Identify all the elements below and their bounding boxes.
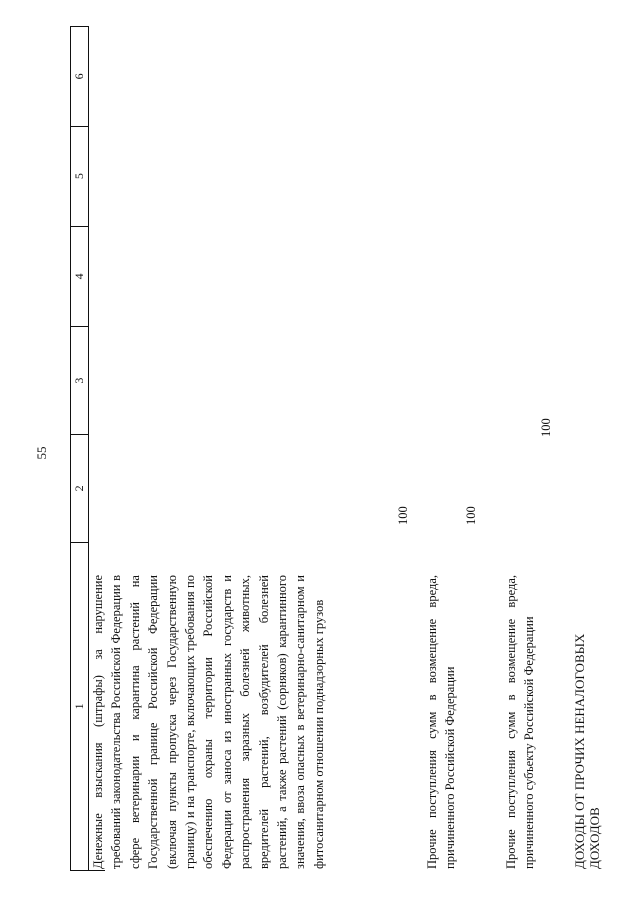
- header-col-3: 3: [71, 326, 88, 434]
- header-col-5: 5: [71, 126, 88, 226]
- table-row-1-col-2: 100: [396, 506, 410, 525]
- table-row-3-col-3: 100: [539, 418, 553, 437]
- header-col-4: 4: [71, 226, 88, 327]
- table-row-2-description: Прочие поступления сумм в возмещение вреда, причиненного Российской Федерации: [425, 575, 458, 869]
- table-header-row: [70, 26, 89, 871]
- table-row-1-description: Денежные взыскания (штрафы) за нарушение требований законодательства Российской Федерации в сфере ветеринарии и карантина растений на Государственной границе Российской Федерации (включая пункты пропуска через Государственную границу) и на транспорте, включающих требования по обеспечению охраны территории Российской Федерации от заноса из иностранных государств и распространения заразных болезней животных, вредителей растений, возбудителей болезней растений, а также растений (сорняков) карантинного значения, ввоза опасных в ветеринарно-санитарном и фитосанитарном отношении поднадзорных грузов: [91, 575, 326, 869]
- header-col-2: 2: [71, 434, 88, 542]
- header-col-6: 6: [72, 73, 86, 80]
- page-number: 55: [34, 446, 49, 460]
- table-left-border: [89, 870, 105, 871]
- header-col-1: 1: [71, 542, 88, 870]
- table-row-3-description: Прочие поступления сумм в возмещение вреда, причиненного субъекту Российской Федерации: [504, 575, 537, 869]
- section-heading: ДОХОДЫ ОТ ПРОЧИХ НЕНАЛОГОВЫХ ДОХОДОВ: [572, 633, 602, 869]
- table-row-2-col-2: 100: [464, 506, 478, 525]
